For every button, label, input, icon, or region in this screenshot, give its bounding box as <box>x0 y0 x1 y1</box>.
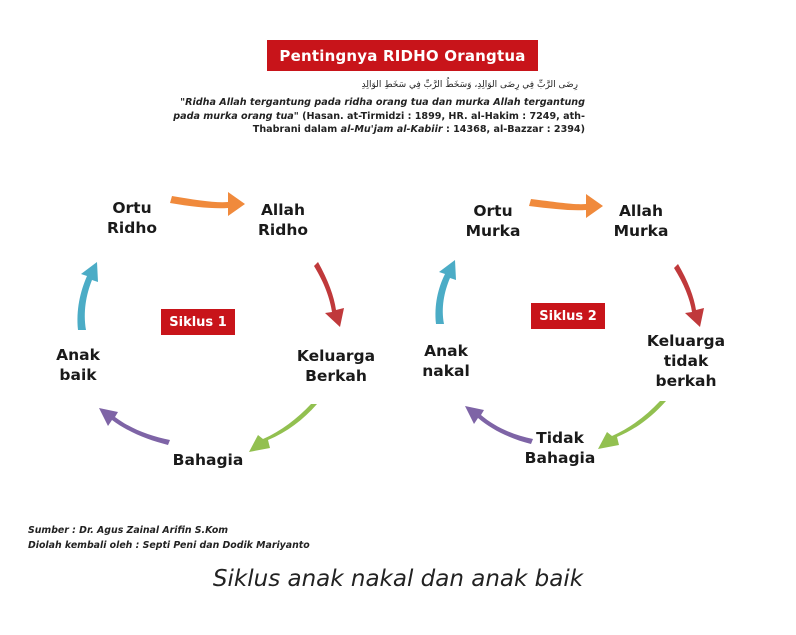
title-banner: Pentingnya RIDHO Orangtua <box>267 40 538 71</box>
cycle1-badge: Siklus 1 <box>161 309 235 335</box>
cycle2-arrow-red <box>674 264 704 327</box>
cycle1-arrow-green <box>249 404 317 452</box>
cycle1-node-ortu-ridho: Ortu Ridho <box>106 199 158 237</box>
cycle2-badge: Siklus 2 <box>531 303 605 329</box>
cycle2-node-anak-nakal: Anak nakal <box>422 342 470 380</box>
cycle2-node-allah-murka: Allah Murka <box>613 202 669 240</box>
cycle1-node-allah-ridho: Allah Ridho <box>257 201 309 239</box>
source-credits <box>28 523 310 553</box>
cycle2-arrow-orange <box>529 194 603 218</box>
cycle2-node-ortu-murka: Ortu Murka <box>465 202 521 240</box>
cycle2-node-tidak-bahagia: Tidak Bahagia <box>524 429 596 467</box>
cycle1-arrow-red <box>314 262 344 327</box>
image-caption: Siklus anak nakal dan anak baik <box>212 566 584 592</box>
cycle1-arrow-orange <box>170 192 245 216</box>
hadith-translation: "Ridha Allah tergantung pada ridha orang tua dan murka Allah tergantung pada murka orang tua" <box>173 97 585 122</box>
hadith-reference-a: (Hasan. at-Tirmidzi : 1899, HR. al-Hakim : 7249, ath-Thabrani dalam <box>252 110 585 135</box>
cycle1-node-bahagia: Bahagia <box>172 451 244 469</box>
hadith-reference-b: : 14368, al-Bazzar : 2394) <box>442 124 585 135</box>
cycle2-arrow-green <box>598 401 666 449</box>
cycle1-node-keluarga-berkah: Keluarga Berkah <box>296 347 376 385</box>
hadith-reference-book: al-Mu'jam al-Kabiir <box>340 124 443 135</box>
cycle2-arrow-teal <box>435 260 456 324</box>
cycle2-node-keluarga-tidak-berkah: Keluarga tidak berkah <box>646 332 726 390</box>
source-line-2: Diolah kembali oleh : Septi Peni dan Dodik Mariyanto <box>28 540 310 551</box>
cycle1-arrow-purple <box>99 408 170 445</box>
hadith-arabic: رِضَى الرَّبِّ فِي رِضَى الوَالِدِ، وَسَخَطُ الرَّبِّ فِي سَخَطِ الوَالِدِ <box>361 80 578 90</box>
cycle1-node-anak-baik: Anak baik <box>56 346 100 384</box>
cycle1-arrow-teal <box>77 262 98 330</box>
source-line-1: Sumber : Dr. Agus Zainal Arifin S.Kom <box>28 525 229 536</box>
